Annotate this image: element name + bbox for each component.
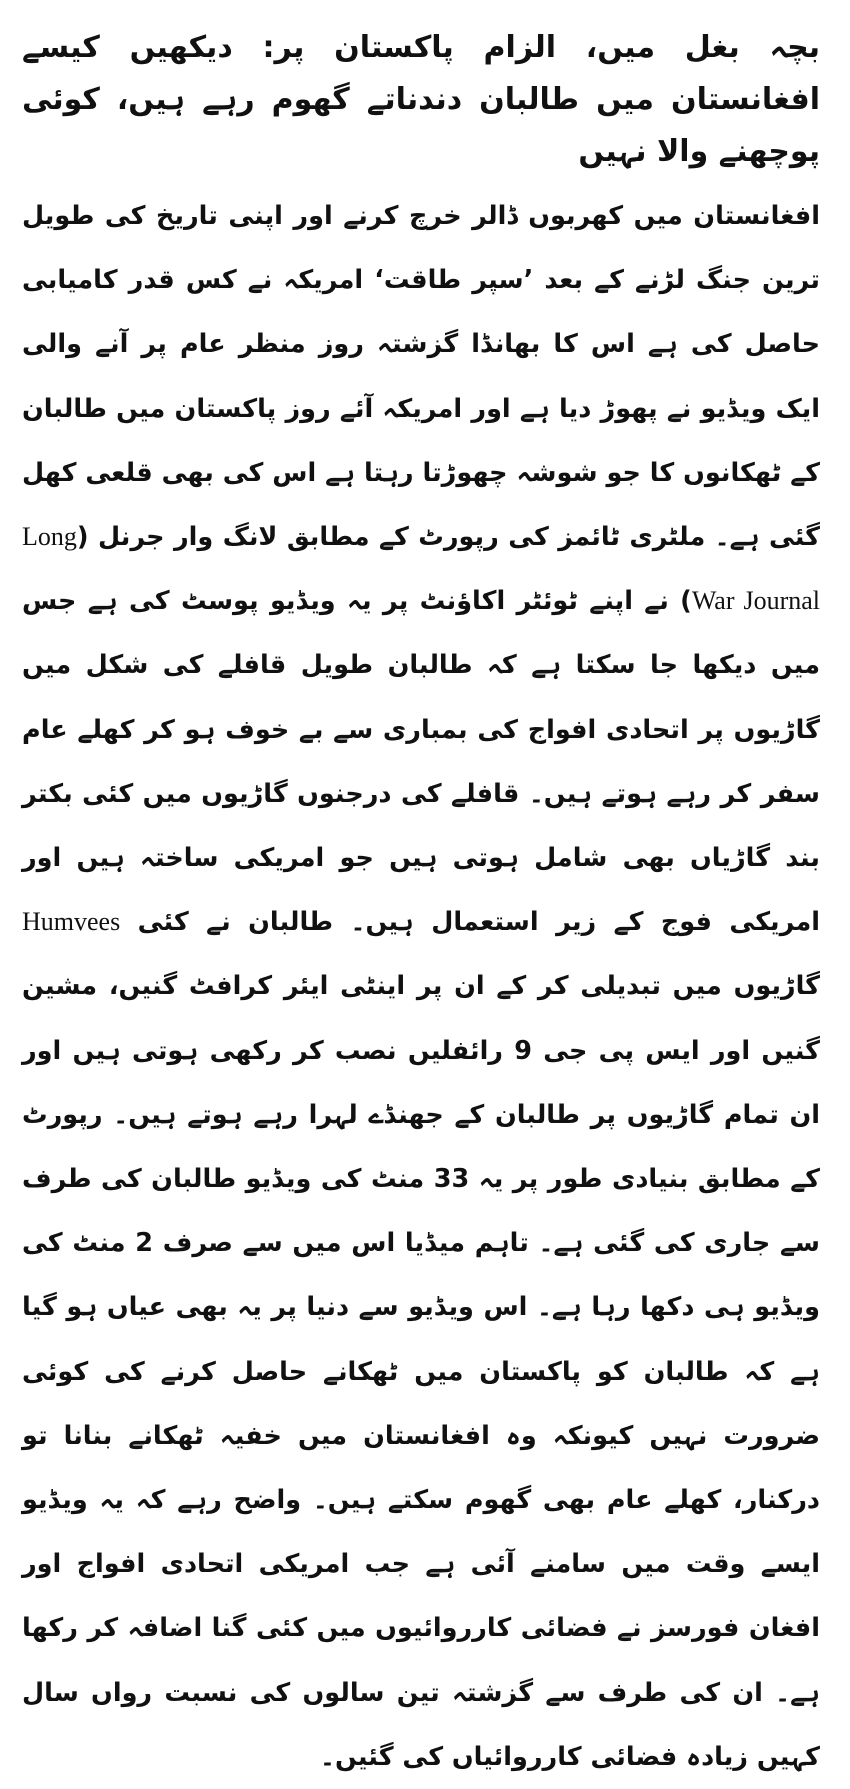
article-body-part-1: افغانستان میں کھربوں ڈالر خرچ کرنے اور اپنی تاریخ کی طویل ترین جنگ لڑنے کے بعد ’سپر طاقت‘ امریکہ نے کس قدر کامیابی حاصل کی ہے اس کا بھانڈا گزشتہ روز منظر عام پر آنے والی ایک ویڈیو نے پھوڑ دیا ہے اور امریکہ آئے روز پاکستان میں طالبان کے ٹھکانوں کا جو شوشہ چھوڑتا رہتا ہے اس کی بھی قلعی کھل گئی ہے۔ ملٹری ٹائمز کی رپورٹ کے مطابق لانگ وار جرنل ( — [22, 201, 820, 553]
article-headline: بچہ بغل میں، الزام پاکستان پر: دیکھیں کیسے افغانستان میں طالبان دندناتے گھوم رہے ہیں، کوئی پوچھنے والا نہیں — [22, 30, 820, 169]
article-body-part-2: ) نے اپنے ٹوئٹر اکاؤنٹ پر یہ ویڈیو پوسٹ کی ہے جس میں دیکھا جا سکتا ہے کہ طالبان طویل قافلے کی شکل میں گاڑیوں پر اتحادی افواج کی بمباری سے بے خوف ہو کر کھلے عام سفر کر رہے ہوتے ہیں۔ قافلے کی درجنوں گاڑیوں میں کئی بکتر بند گاڑیاں بھی شامل ہوتی ہیں جو امریکی ساختہ ہیں اور امریکی فوج کے زیر استعمال ہیں۔ طالبان نے کئی — [22, 586, 820, 938]
vehicle-name-latin: Humvees — [22, 907, 121, 937]
journal-name-latin: Long War Journal — [22, 522, 820, 616]
article-body-part-3: گاڑیوں میں تبدیلی کر کے ان پر اینٹی ایئر کرافٹ گنیں، مشین گنیں اور ایس پی جی 9 رائفلیں نصب کر رکھی ہوتی ہیں اور ان تمام گاڑیوں پر طالبان کے جھنڈے لہرا رہے ہوتے ہیں۔ رپورٹ کے مطابق بنیادی طور پر یہ 33 منٹ کی ویڈیو طالبان کی طرف سے جاری کی گئی ہے۔ تاہم میڈیا اس میں سے صرف 2 منٹ کی ویڈیو ہی دکھا رہا ہے۔ اس ویڈیو سے دنیا پر یہ بھی عیاں ہو گیا ہے کہ طالبان کو پاکستان میں ٹھکانے حاصل کرنے کی کوئی ضرورت نہیں کیونکہ وہ افغانستان میں خفیہ ٹھکانے بنانا تو درکنار، کھلے عام بھی گھوم سکتے ہیں۔ واضح رہے کہ یہ ویڈیو ایسے وقت میں سامنے آئی ہے جب امریکی اتحادی افواج اور افغان فورسز نے فضائی کارروائیوں میں کئی گنا اضافہ کر رکھا ہے۔ ان کی طرف سے گزشتہ تین سالوں کی نسبت رواں سال کہیں زیادہ فضائی کارروائیاں کی گئیں۔ — [22, 971, 821, 1772]
article-body — [22, 184, 820, 1789]
